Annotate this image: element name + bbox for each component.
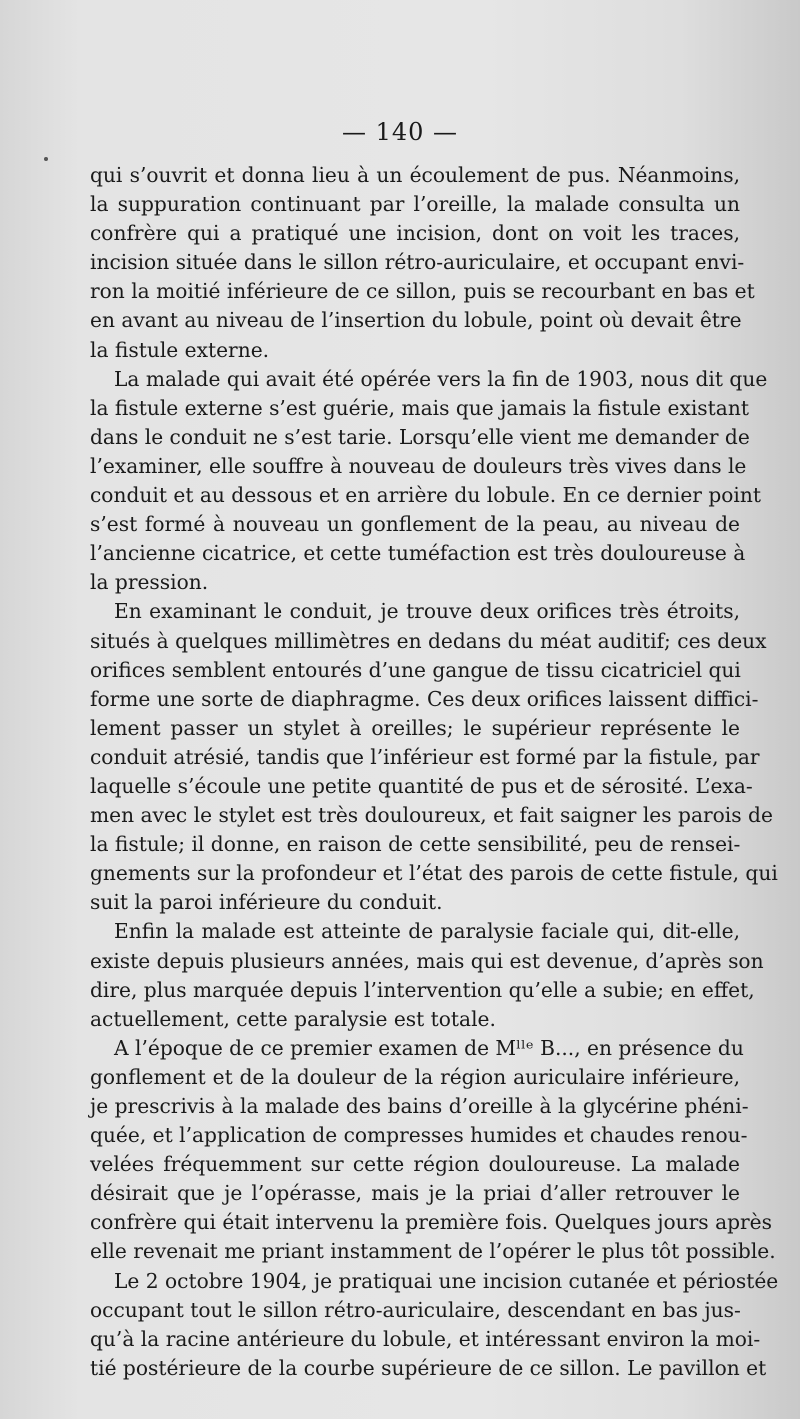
text-line: la suppuration continuant par l’oreille, la malade consulta un [90, 192, 740, 217]
page-number: — 140 — [341, 118, 459, 146]
text-line: la pression. [90, 570, 209, 595]
text-line: Le 2 octobre 1904, je pratiquai une incision cutanée et périostée [114, 1268, 779, 1293]
text-line: En examinant le conduit, je trouve deux orifices très étroits, [114, 599, 740, 624]
text-line: la fistule; il donne, en raison de cette sensibilité, peu de rensei- [90, 832, 741, 857]
text-line: dire, plus marquée depuis l’intervention qu’elle a subie; en effet, [90, 977, 755, 1002]
paragraph-6 [90, 1267, 779, 1383]
text-line: La malade qui avait été opérée vers la fin de 1903, nous dit que [114, 366, 768, 391]
text-line: existe depuis plusieurs années, mais qui est devenue, d’après son [90, 948, 764, 973]
text-line: lement passer un stylet à oreilles; le supérieur représente le [90, 715, 740, 740]
paragraph-3 [90, 597, 778, 917]
text-line: qu’à la racine antérieure du lobule, et intéressant environ la moi- [90, 1326, 761, 1351]
text-line: suit la paroi inférieure du conduit. [90, 890, 443, 915]
paragraph-4 [90, 917, 764, 1033]
text-line: l’ancienne cicatrice, et cette tuméfaction est très douloureuse à [90, 541, 746, 566]
text-line: je prescrivis à la malade des bains d’oreille à la glycérine phéni- [90, 1094, 749, 1118]
text-line: la fistule externe. [90, 337, 270, 362]
body-text [90, 161, 779, 1383]
text-line: s’est formé à nouveau un gonflement de la peau, au niveau de [90, 512, 740, 537]
text-line: qui s’ouvrit et donna lieu à un écoulement de pus. Néanmoins, [90, 163, 740, 187]
text-line: confrère qui a pratiqué une incision, dont on voit les traces, [90, 221, 740, 246]
text-line: A l’époque de ce premier examen de Mˡˡᵉ B..., en présence du [114, 1035, 744, 1060]
text-line: orifices semblent entourés d’une gangue de tissu cicatriciel qui [90, 657, 741, 682]
text-line: forme une sorte de diaphragme. Ces deux orifices laissent diffici- [90, 686, 759, 711]
text-line: conduit atrésié, tandis que l’inférieur est formé par la fistule, par [90, 744, 760, 769]
text-line: gnements sur la profondeur et l’état des parois de cette fistule, qui [90, 861, 778, 886]
text-line: incision située dans le sillon rétro-auriculaire, et occupant envi- [90, 250, 745, 275]
text-line: ron la moitié inférieure de ce sillon, puis se recourbant en bas et [90, 279, 755, 304]
text-line: occupant tout le sillon rétro-auriculaire, descendant en bas jus- [90, 1297, 741, 1322]
text-line: désirait que je l’opérasse, mais je la priai d’aller retrouver le [90, 1181, 740, 1206]
paragraph-5 [90, 1034, 776, 1267]
text-line: confrère qui était intervenu la première fois. Quelques jours après [90, 1210, 772, 1235]
text-line: gonflement et de la douleur de la région auriculaire inférieure, [90, 1064, 740, 1089]
text-line: en avant au niveau de l’insertion du lobule, point où devait être [90, 308, 742, 333]
text-line: men avec le stylet est très douloureux, et fait saigner les parois de [90, 803, 773, 828]
margin-speck [44, 157, 48, 161]
text-line: elle revenait me priant instamment de l’opérer le plus tôt possible. [90, 1239, 776, 1264]
text-line: l’examiner, elle souffre à nouveau de douleurs très vives dans le [90, 453, 747, 478]
paragraph-2 [90, 365, 768, 598]
text-line: quée, et l’application de compresses humides et chaudes renou- [90, 1123, 748, 1148]
text-line: Enfin la malade est atteinte de paralysie faciale qui, dit-elle, [114, 919, 740, 944]
text-line: actuellement, cette paralysie est totale. [90, 1006, 496, 1031]
text-line: la fistule externe s’est guérie, mais que jamais la fistule existant [90, 395, 749, 420]
text-line: dans le conduit ne s’est tarie. Lorsqu’elle vient me demander de [90, 424, 750, 449]
paragraph-1 [90, 161, 755, 365]
text-line: laquelle s’écoule une petite quantité de pus et de sérosité. L’exa- [90, 773, 753, 798]
text-line: situés à quelques millimètres en dedans du méat auditif; ces deux [90, 628, 767, 653]
text-line: conduit et au dessous et en arrière du lobule. En ce dernier point [90, 483, 761, 508]
text-line: tié postérieure de la courbe supérieure de ce sillon. Le pavillon et [90, 1355, 767, 1380]
text-line: velées fréquemment sur cette région douloureuse. La malade [90, 1152, 740, 1177]
